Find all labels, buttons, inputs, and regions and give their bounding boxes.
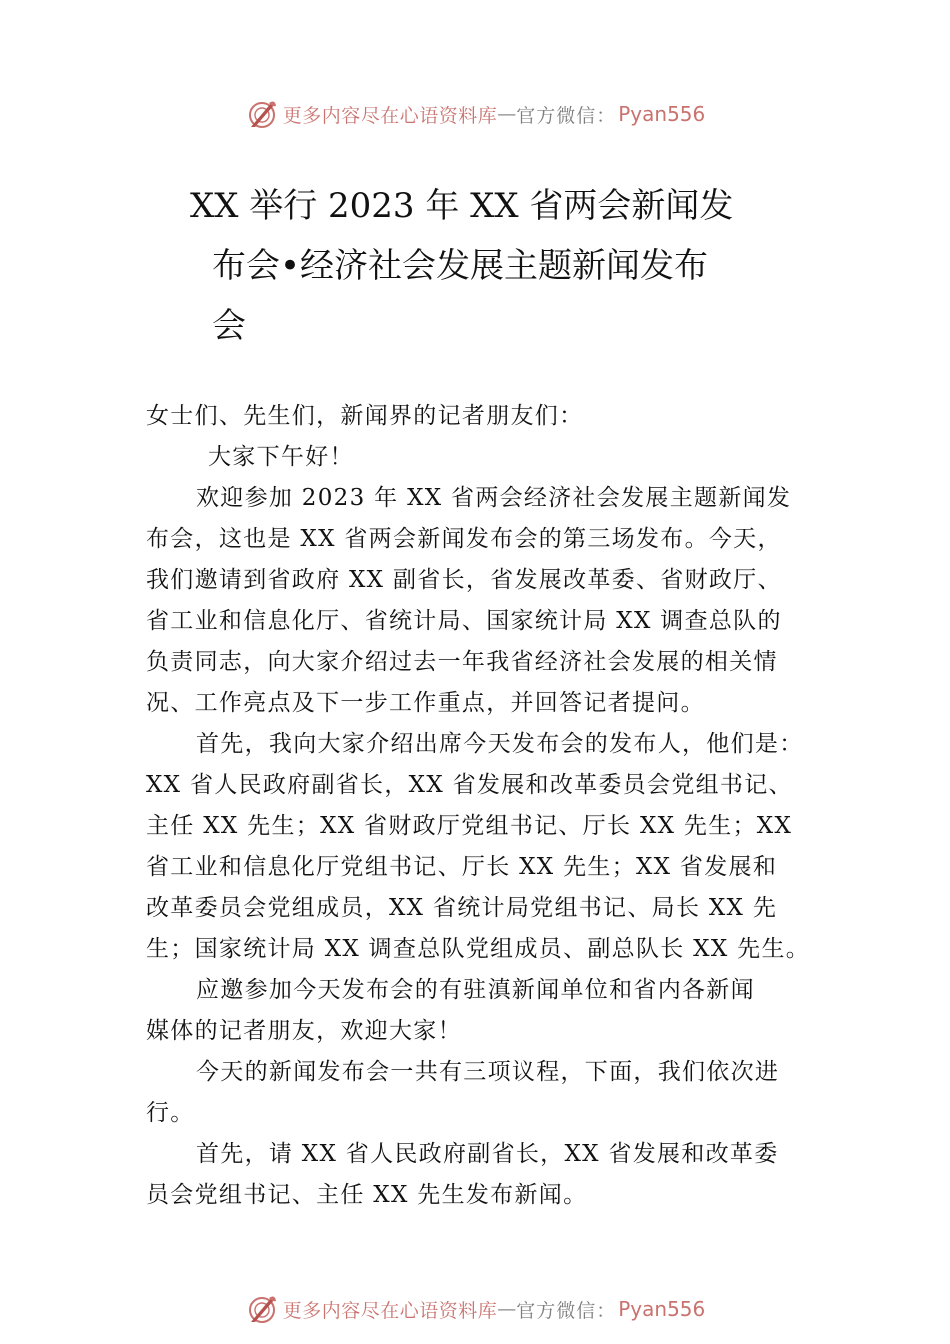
paragraph-3-line: 媒体的记者朋友，欢迎大家！ xyxy=(146,1018,462,1044)
paragraph-2-line: 生；国家统计局 XX 调查总队党组成员、副总队长 XX 先生。 xyxy=(146,936,811,962)
watermark-separator: — xyxy=(497,103,517,125)
paragraph-5-line: 员会党组书记、主任 XX 先生发布新闻。 xyxy=(146,1182,588,1208)
paragraph-1-line: 省工业和信息化厅、省统计局、国家统计局 XX 调查总队的 xyxy=(146,608,782,634)
paragraph-2-line: 主任 XX 先生；XX 省财政厅党组书记、厅长 XX 先生；XX xyxy=(146,813,793,839)
paragraph-5-line: 首先，请 XX 省人民政府副省长，XX 省发展和改革委 xyxy=(196,1141,779,1167)
document-title xyxy=(190,176,770,356)
paragraph-1-line: 我们邀请到省政府 XX 副省长，省发展改革委、省财政厅、 xyxy=(146,567,782,593)
paragraph-2-line: 省工业和信息化厅党组书记、厅长 XX 先生；XX 省发展和 xyxy=(146,854,778,880)
watermark-brand-text: 更多内容尽在心语资料库 xyxy=(282,104,498,127)
paragraph-1-line: 负责同志，向大家介绍过去一年我省经济社会发展的相关情 xyxy=(146,649,778,675)
watermark-wechat-id: Pyan556 xyxy=(618,1297,706,1321)
watermark-brand-text: 更多内容尽在心语资料库 xyxy=(282,1299,498,1322)
paragraph-1-line: 布会，这也是 XX 省两会新闻发布会的第三场发布。今天， xyxy=(146,526,782,552)
paragraph-2-line: 首先，我向大家介绍出席今天发布会的发布人，他们是： xyxy=(196,731,804,757)
watermark-wechat-label: 官方微信： xyxy=(516,104,617,127)
paragraph-2-line: XX 省人民政府副省长，XX 省发展和改革委员会党组书记、 xyxy=(146,772,793,798)
paragraph-4-line: 行。 xyxy=(146,1100,195,1126)
paragraph-1-line: 况、工作亮点及下一步工作重点，并回答记者提问。 xyxy=(146,690,705,716)
watermark-banner-bottom xyxy=(0,1291,950,1327)
document-body xyxy=(146,396,816,1216)
watermark-banner-top xyxy=(0,96,950,132)
quill-pen-logo-icon xyxy=(245,1292,279,1326)
greeting: 大家下午好！ xyxy=(208,444,354,470)
watermark-wechat-label: 官方微信： xyxy=(516,1299,617,1322)
title-line-3: 会 xyxy=(212,306,246,346)
paragraph-2-line: 改革委员会党组成员，XX 省统计局党组书记、局长 XX 先 xyxy=(146,895,778,921)
watermark-separator: — xyxy=(497,1298,517,1320)
paragraph-4-line: 今天的新闻发布会一共有三项议程，下面，我们依次进 xyxy=(196,1059,780,1085)
title-line-2: 布会•经济社会发展主题新闻发布 xyxy=(212,246,709,286)
quill-pen-logo-icon xyxy=(245,97,279,131)
paragraph-1-line: 欢迎参加 2023 年 XX 省两会经济社会发展主题新闻发 xyxy=(196,485,792,511)
paragraph-3-line: 应邀参加今天发布会的有驻滇新闻单位和省内各新闻 xyxy=(196,977,755,1003)
salutation: 女士们、先生们，新闻界的记者朋友们： xyxy=(146,403,584,429)
watermark-wechat-id: Pyan556 xyxy=(618,102,706,126)
title-line-1: XX 举行 2023 年 XX 省两会新闻发 xyxy=(190,186,734,226)
